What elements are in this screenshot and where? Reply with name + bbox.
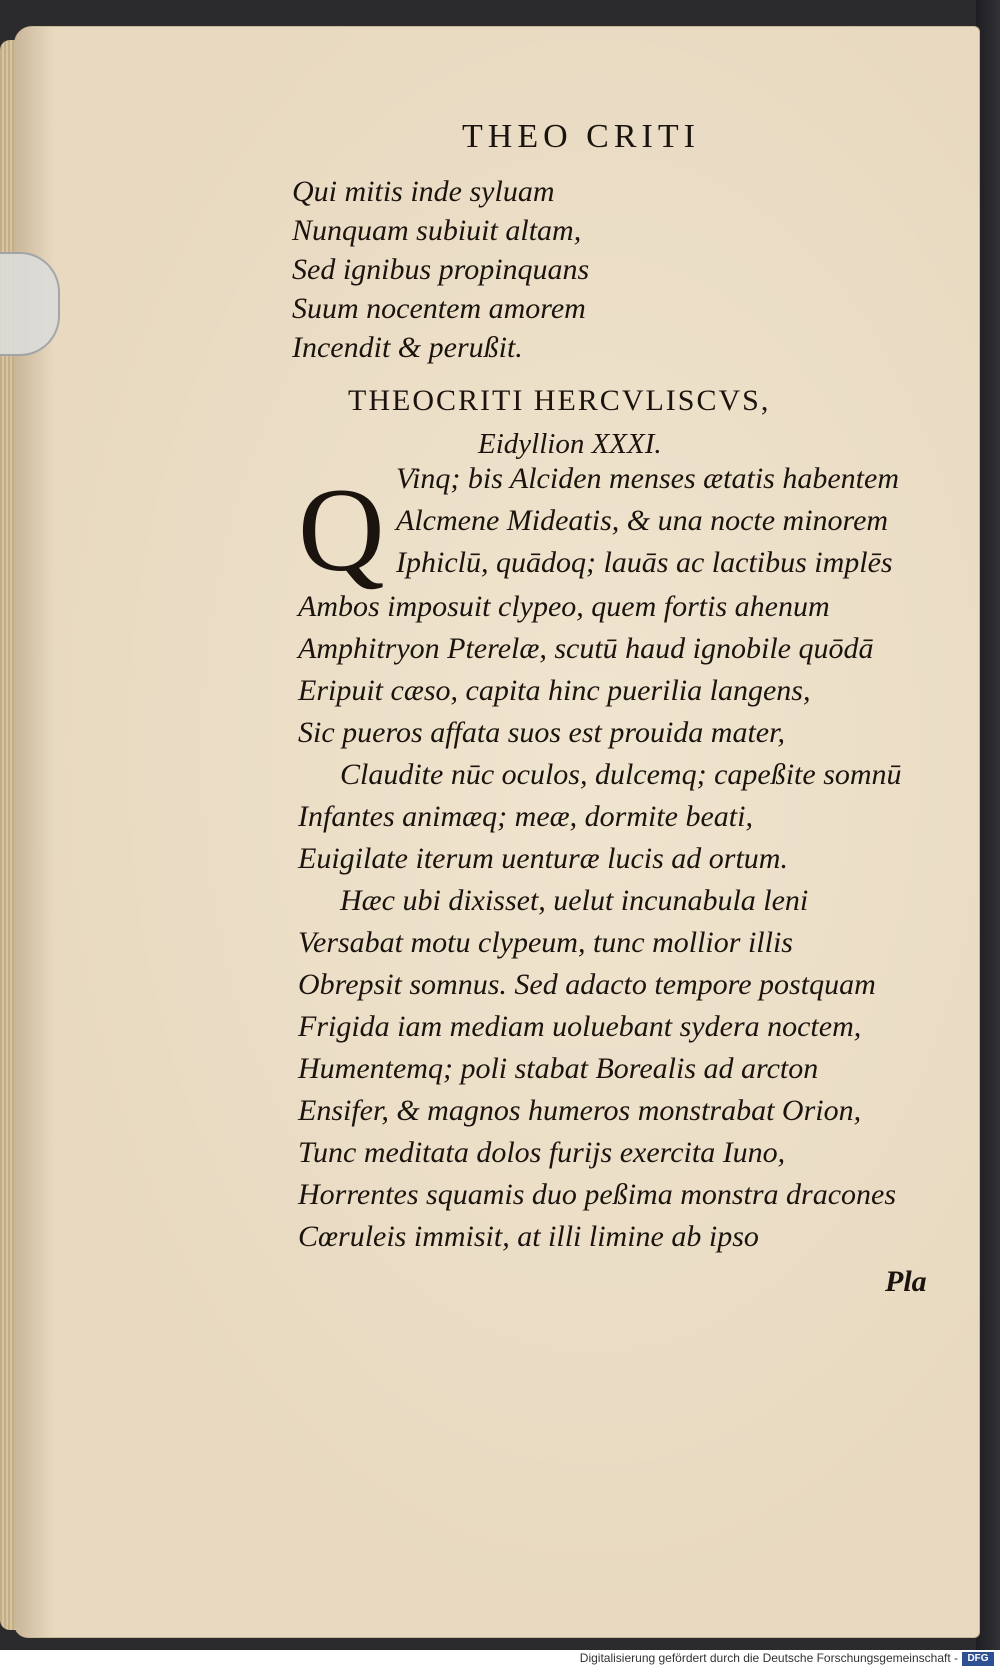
poem-line: Hæc ubi dixisset, uelut incunabula leni bbox=[340, 884, 809, 917]
funding-credit: Digitalisierung gefördert durch die Deutsche Forschungsgemeinschaft - bbox=[579, 1651, 958, 1665]
poem-line: Ensifer, & magnos humeros monstrabat Orion, bbox=[298, 1094, 862, 1127]
verse-line: Nunquam subiuit altam, bbox=[292, 214, 582, 247]
poem-line: Claudite nūc oculos, dulcemq; capeßite somnū bbox=[340, 758, 902, 791]
catchword: Pla bbox=[885, 1265, 927, 1298]
poem-line: Versabat motu clypeum, tunc mollior illis bbox=[298, 926, 793, 959]
poem-title: THEOCRITI HERCVLISCVS, bbox=[348, 384, 771, 417]
dfg-logo: DFG bbox=[962, 1652, 994, 1666]
running-head: THEO CRITI bbox=[462, 118, 700, 155]
poem-line: Sic pueros affata suos est prouida mater, bbox=[298, 716, 785, 749]
poem-line: Euigilate iterum uenturæ lucis ad ortum. bbox=[298, 842, 788, 875]
drop-capital: Q bbox=[298, 463, 385, 596]
page-clip-marker bbox=[0, 252, 60, 356]
poem-line: Alcmene Mideatis, & una nocte minorem bbox=[396, 504, 889, 537]
poem-line: Eripuit cæso, capita hinc puerilia langens, bbox=[298, 674, 811, 707]
poem-line: Humentemq; poli stabat Borealis ad arcton bbox=[298, 1052, 819, 1085]
verse-line: Incendit & perußit. bbox=[292, 331, 523, 364]
poem-line: Amphitryon Pterelæ, scutū haud ignobile quōdā bbox=[298, 632, 874, 665]
poem-line: Obrepsit somnus. Sed adacto tempore postquam bbox=[298, 968, 876, 1001]
poem-line: Frigida iam mediam uoluebant sydera noctem, bbox=[298, 1010, 862, 1043]
verse-line: Sed ignibus propinquans bbox=[292, 253, 590, 286]
poem-line: Tunc meditata dolos furijs exercita Iuno, bbox=[298, 1136, 786, 1169]
verse-line: Qui mitis inde syluam bbox=[292, 175, 555, 208]
poem-line: Vinq; bis Alciden menses ætatis habentem bbox=[396, 462, 899, 495]
poem-line: Infantes animæq; meæ, dormite beati, bbox=[298, 800, 753, 833]
verse-line: Suum nocentem amorem bbox=[292, 292, 586, 325]
poem-subtitle: Eidyllion XXXI. bbox=[478, 428, 662, 460]
poem-line: Iphiclū, quādoq; lauās ac lactibus implēs bbox=[396, 546, 893, 579]
poem-line: Horrentes squamis duo peßima monstra dracones bbox=[298, 1178, 897, 1211]
poem-line: Cœruleis immisit, at illi limine ab ipso bbox=[298, 1220, 759, 1253]
poem-line: Ambos imposuit clypeo, quem fortis ahenum bbox=[298, 590, 830, 623]
